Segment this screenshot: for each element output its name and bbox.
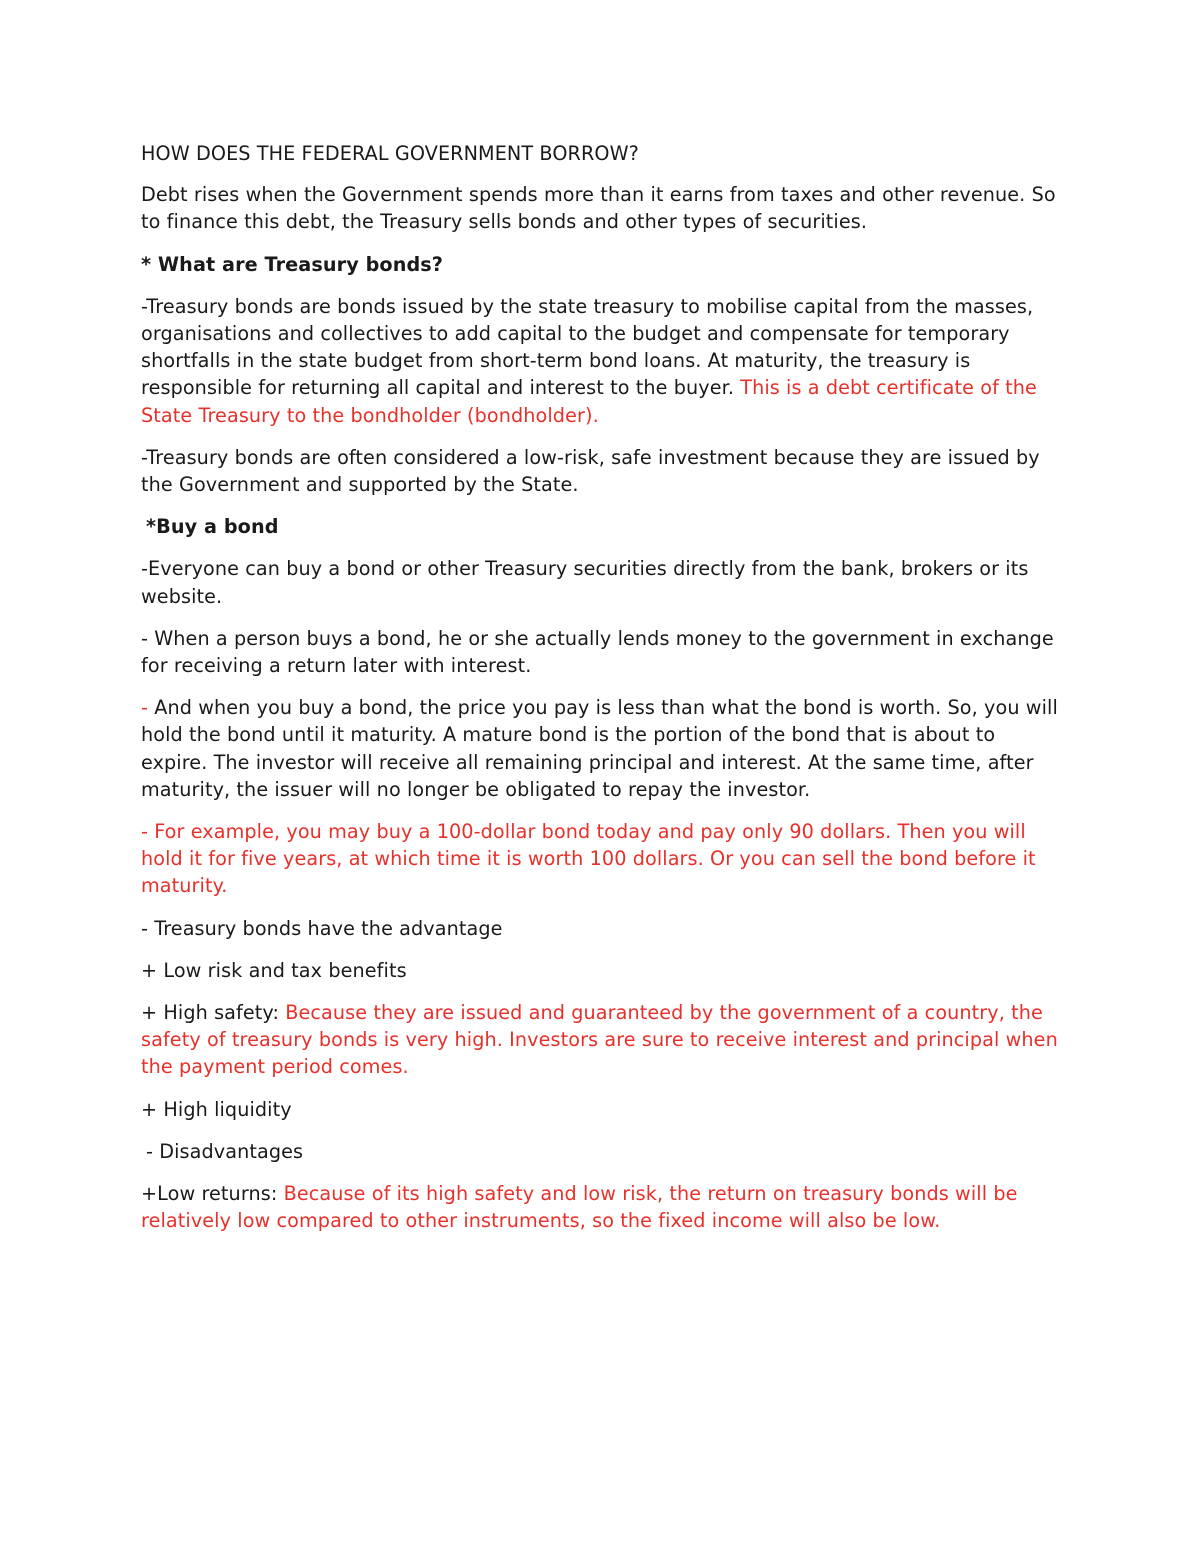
- definition-text: -Treasury bonds are bonds issued by the state treasury to mobilise capital from the masses, organisations and collectives to add capital to the budget and compensate for temporary shortfalls in the state budget from short-term bond loans. At maturity, the treasury is responsible for returning all capital and interest to the buyer.: [141, 294, 1034, 400]
- low-risk-paragraph: -Treasury bonds are often considered a low-risk, safe investment because they are issued by the Government and supported by the State.: [141, 445, 1040, 497]
- section-heading-buy-bond: *Buy a bond: [146, 515, 279, 539]
- disadvantage-intro: - Disadvantages: [146, 1139, 304, 1163]
- intro-paragraph: Debt rises when the Government spends more than it earns from taxes and other revenue. So to finance this debt, the Treasury sells bonds and other types of securities.: [141, 183, 1056, 234]
- advantage-high-liquidity: + High liquidity: [141, 1097, 292, 1121]
- high-safety-explanation: Because they are issued and guaranteed by the government of a country, the safety of treasury bonds is very high. Investors are sure to receive interest and principal when the payment period comes.: [141, 1001, 1058, 1079]
- low-returns-label: +Low returns:: [141, 1182, 284, 1206]
- definition-highlight: This is a debt certificate of the State Treasury to the bondholder (bondholder).: [141, 376, 1037, 427]
- price-paragraph: [141, 694, 1061, 803]
- price-text: And when you buy a bond, the price you pay is less than what the bond is worth. So, you will hold the bond until it maturity. A mature bond is the portion of the bond that is about to expire. The investor will receive all remaining principal and interest. At the same time, after maturity, the issuer will no longer be obligated to repay the investor.: [141, 696, 1058, 801]
- document-title: HOW DOES THE FEDERAL GOVERNMENT BORROW?: [141, 142, 639, 165]
- advantage-high-safety: [141, 999, 1061, 1081]
- disadvantage-low-returns: [141, 1180, 1061, 1234]
- advantage-low-risk: + Low risk and tax benefits: [141, 958, 407, 982]
- price-dash: -: [141, 696, 149, 720]
- low-returns-explanation: Because of its high safety and low risk, the return on treasury bonds will be relatively low compared to other instruments, so the fixed income will also be low.: [141, 1182, 1018, 1233]
- advantage-intro: - Treasury bonds have the advantage: [141, 916, 503, 940]
- section-heading-treasury-bonds: * What are Treasury bonds?: [141, 252, 444, 276]
- high-safety-label: + High safety:: [141, 1001, 286, 1025]
- treasury-bonds-definition-paragraph: [141, 293, 1061, 429]
- who-can-buy-paragraph: -Everyone can buy a bond or other Treasury securities directly from the bank, brokers or its website.: [141, 557, 1029, 608]
- lends-money-paragraph: - When a person buys a bond, he or she actually lends money to the government in exchange for receiving a return later with interest.: [141, 626, 1054, 678]
- example-paragraph: - For example, you may buy a 100-dollar bond today and pay only 90 dollars. Then you will hold it for five years, at which time it is worth 100 dollars. Or you can sell the bond before it maturity.: [141, 820, 1036, 898]
- document-page: [141, 140, 1061, 1250]
